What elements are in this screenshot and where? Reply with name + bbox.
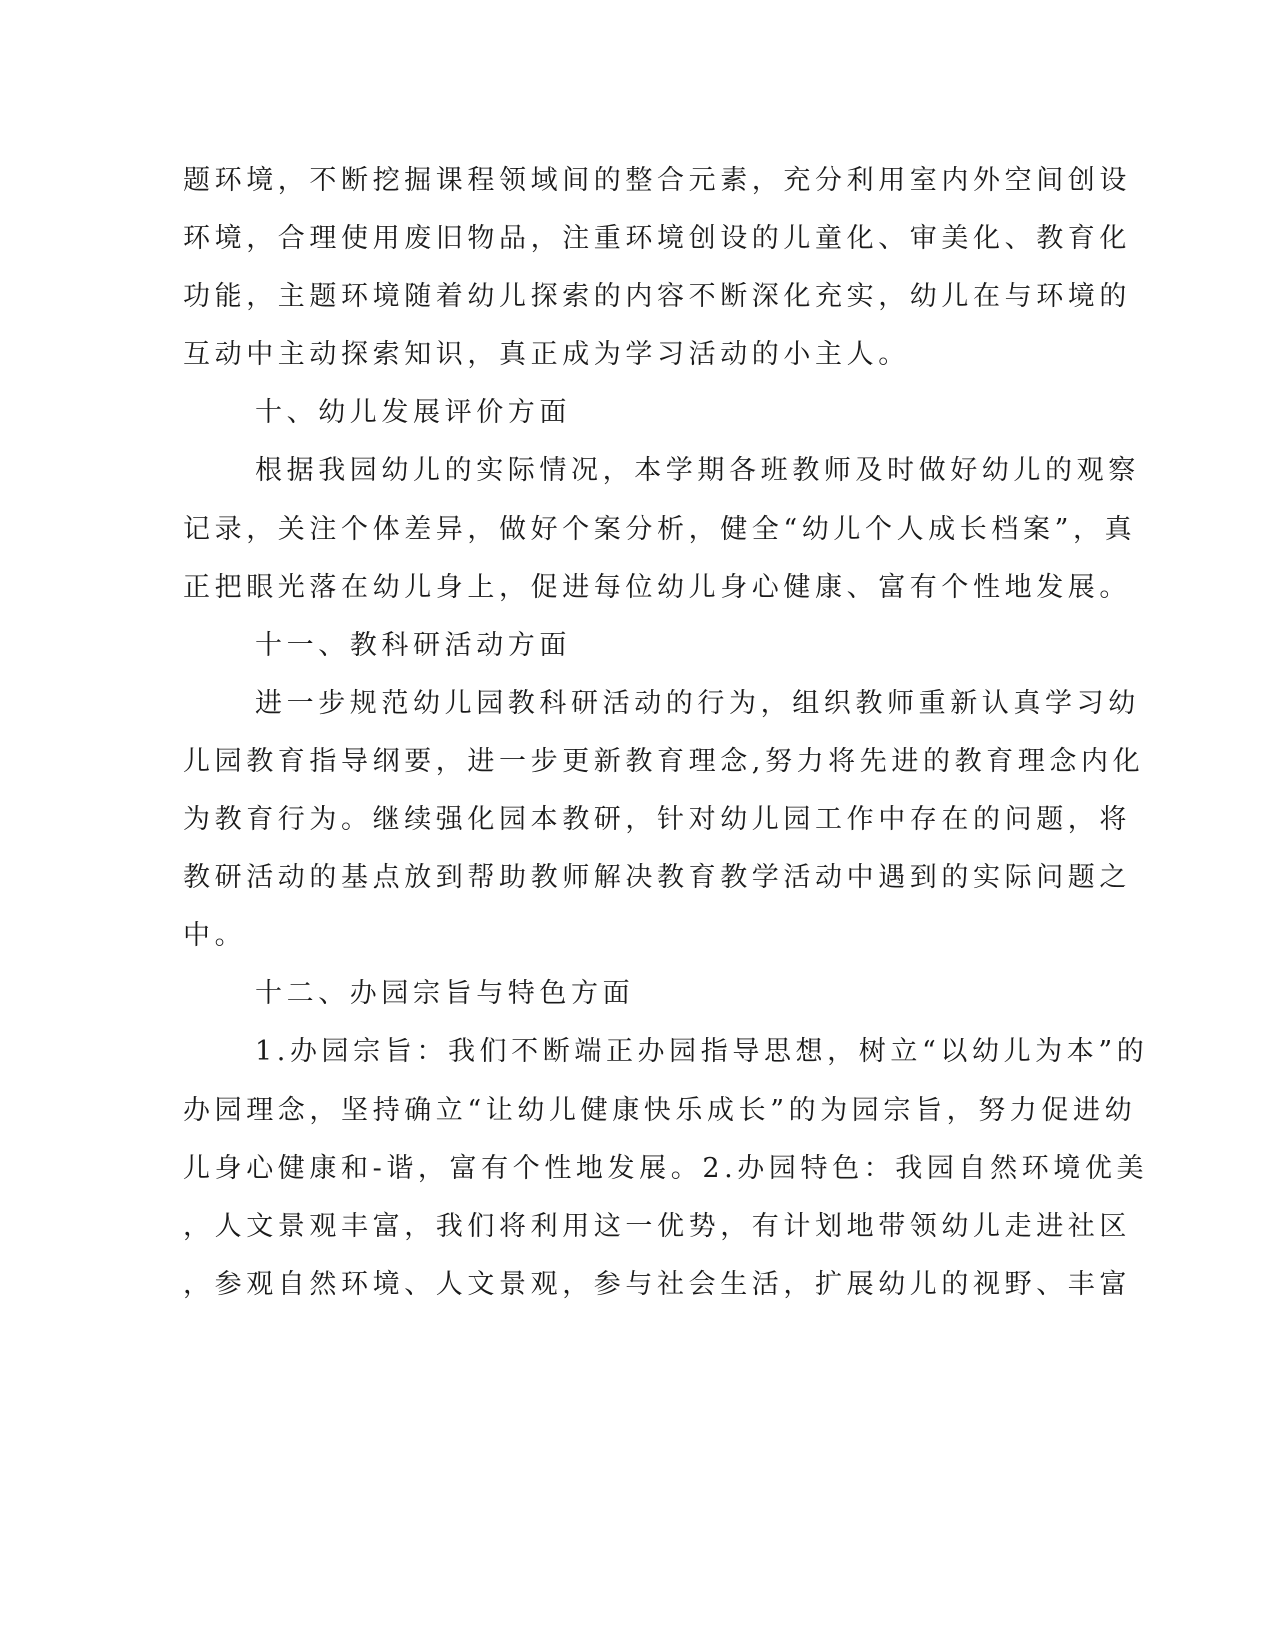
text-line: 办园理念，坚持确立“让幼儿健康快乐成长”的为园宗旨，努力促进幼 [183,1094,1137,1126]
text-line: 题环境，不断挖掘课程领域间的整合元素，充分利用室内外空间创设 [183,165,1131,196]
text-line: 1.办园宗旨：我们不断端正办园指导思想，树立“以幼儿为本”的 [255,1036,1149,1068]
text-line: 功能，主题环境随着幼儿探索的内容不断深化充实，幼儿在与环境的 [183,281,1131,313]
body-text [183,157,1149,1319]
section-heading: 十二、办园宗旨与特色方面 [255,978,635,1010]
text-line: 根据我园幼儿的实际情况，本学期各班教师及时做好幼儿的观察 [255,455,1140,487]
text-line: 进一步规范幼儿园教科研活动的行为，组织教师重新认真学习幼 [255,687,1140,719]
text-line: 记录，关注个体差异，做好个案分析，健全“幼儿个人成长档案”，真 [183,513,1137,545]
text-line: ，人文景观丰富，我们将利用这一优势，有计划地带领幼儿走进社区 [183,1210,1131,1242]
text-line: 中。 [183,920,247,952]
section-heading: 十一、教科研活动方面 [255,629,571,661]
section-heading: 十、幼儿发展评价方面 [255,397,571,429]
text-line: 正把眼光落在幼儿身上，促进每位幼儿身心健康、富有个性地发展。 [183,571,1131,603]
text-line: 儿园教育指导纲要，进一步更新教育理念,努力将先进的教育理念内化 [183,745,1145,777]
text-line: 环境，合理使用废旧物品，注重环境创设的儿童化、审美化、教育化 [183,223,1131,255]
text-line: 教研活动的基点放到帮助教师解决教育教学活动中遇到的实际问题之 [183,862,1131,894]
text-line: 为教育行为。继续强化园本教研，针对幼儿园工作中存在的问题，将 [183,804,1131,836]
text-line: 互动中主动探索知识，真正成为学习活动的小主人。 [183,339,910,371]
text-line: ，参观自然环境、人文景观，参与社会生活，扩展幼儿的视野、丰富 [183,1268,1131,1300]
text-line: 儿身心健康和-谐，富有个性地发展。2.办园特色：我园自然环境优美 [183,1152,1149,1184]
